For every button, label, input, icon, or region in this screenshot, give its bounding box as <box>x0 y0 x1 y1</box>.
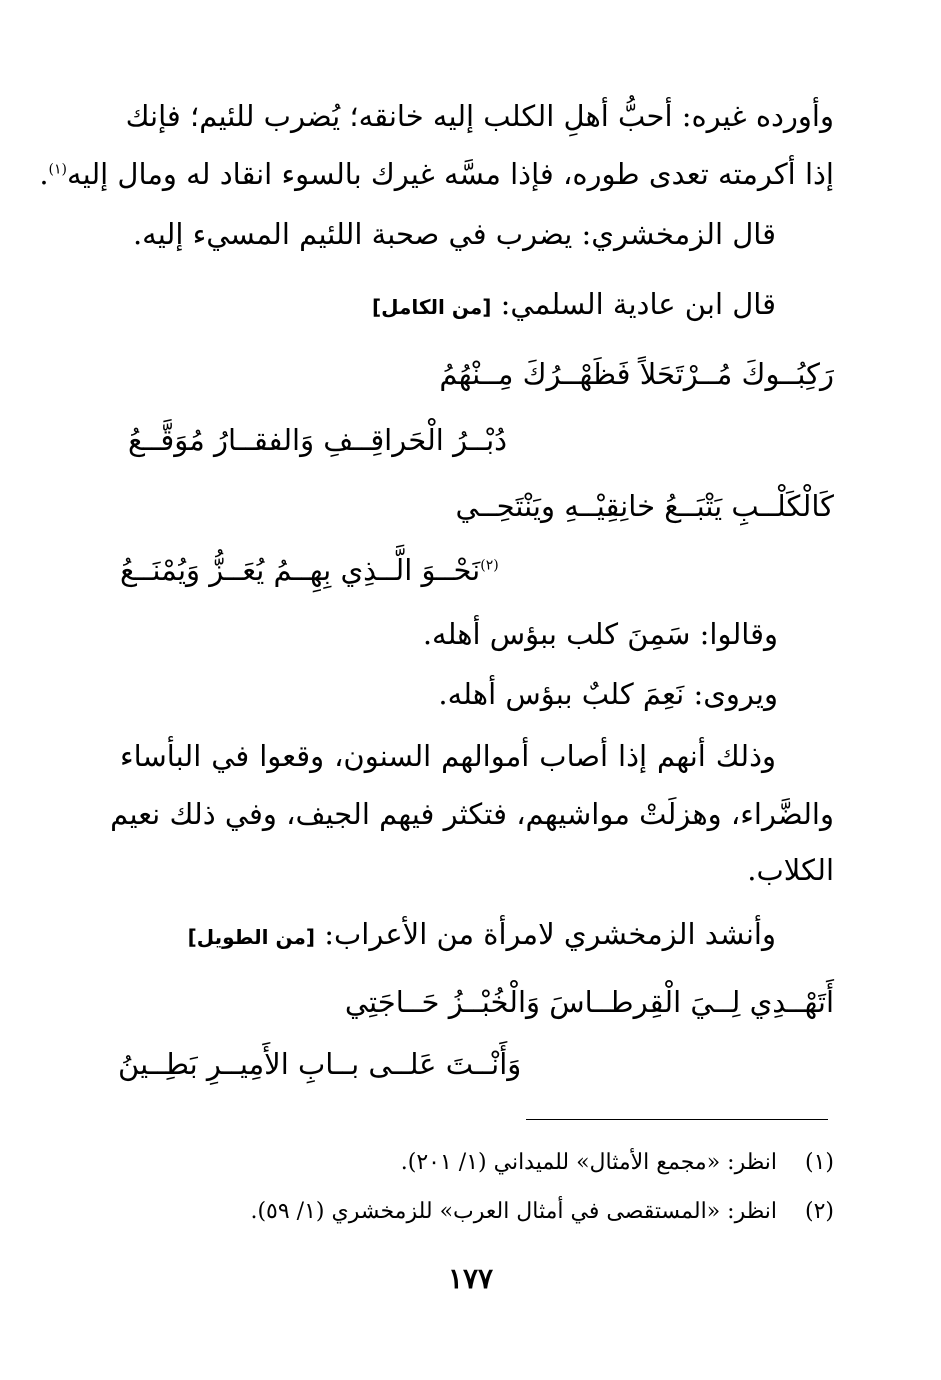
verse-text: كَالْكَلْــبِ يَتْبَــعُ خانِقِيْــهِ ويَنْتَحِــي <box>455 489 834 523</box>
meter-label: [من الكامل] <box>372 295 492 319</box>
footnote-number: (١) <box>804 1150 834 1175</box>
poem-1-verse-4 <box>120 550 680 590</box>
verse-text: رَكِبُــوكَ مُــرْتَحَلاً فَظَهْــرُكَ مِــنْهُمُ <box>439 357 834 391</box>
saying-1 <box>300 614 778 654</box>
paragraph-5 <box>150 914 776 957</box>
footnote-1 <box>300 1146 834 1180</box>
text-span: ويروى: نَعِمَ كلبٌ ببؤس أهله. <box>438 677 778 711</box>
meter-label: [من الطويل] <box>187 925 315 949</box>
verse-text: دُبْــرُ الْحَراقِــفِ وَالفقــارُ مُوَقَّــعُ <box>128 423 508 457</box>
footnote-ref-2[interactable]: (٢) <box>480 557 499 574</box>
text-span: وأنشد الزمخشري لامرأة من الأعراب: <box>324 917 776 951</box>
footnote-number: (٢) <box>804 1199 834 1224</box>
verse-text: نَحْــوَ الَّــذِي بِهِــمُ يُعَــزُّ وَيُمْنَــعُ <box>120 553 481 587</box>
paragraph-1-line-2 <box>39 154 834 194</box>
paragraph-3 <box>150 284 776 327</box>
text-span: قال الزمخشري: يضرب في صحبة اللئيم المسيء إليه. <box>132 217 776 251</box>
poem-2-verse-1 <box>200 982 834 1022</box>
text-span: . <box>39 157 49 191</box>
text-span: الكلاب. <box>747 853 834 887</box>
poem-1-verse-3 <box>300 486 834 526</box>
footnote-ref-1[interactable]: (١) <box>48 161 68 178</box>
paragraph-4-line-2 <box>110 794 834 834</box>
footnote-separator <box>526 1119 828 1120</box>
paragraph-4-line-3 <box>500 850 834 890</box>
text-span: قال ابن عادية السلمي: <box>500 287 776 321</box>
text-span: والضَّراء، وهزلَتْ مواشيهم، فتكثر فيهم الجيف، وفي ذلك نعيم <box>110 797 834 831</box>
paragraph-1-line-1 <box>125 96 834 136</box>
text-span: وقالوا: سَمِنَ كلب ببؤس أهله. <box>422 617 778 651</box>
poem-1-verse-1 <box>300 354 834 394</box>
paragraph-2 <box>132 214 776 254</box>
footnote-text: انظر: «مجمع الأمثال» للميداني (١/ ٢٠١). <box>400 1150 777 1175</box>
text-span: إذا أكرمته تعدى طوره، فإذا مسَّه غيرك بالسوء انقاد له ومال إليه <box>67 157 834 191</box>
saying-2 <box>300 674 778 714</box>
footnote-2 <box>230 1195 834 1229</box>
verse-text: أَتَهْــدِي لِــيَ الْقِرطــاسَ وَالْخُبْــزُ حَــاجَتِي <box>344 985 834 1019</box>
page-number: ١٧٧ <box>447 1262 494 1295</box>
text-span: وأورده غيره: أحبُّ أهلِ الكلب إليه خانقه؛ يُضرب للئيم؛ فإنك <box>125 99 834 133</box>
footnote-text: انظر: «المستقصى في أمثال العرب» للزمخشري (١/ ٥٩). <box>250 1199 777 1224</box>
poem-1-verse-2 <box>128 420 688 460</box>
text-span: وذلك أنهم إذا أصاب أموالهم السنون، وقعوا في البأساء <box>120 739 776 773</box>
verse-text: وَأَنْــتَ عَلــى بــابِ الأَمِيــرِ بَطِــينُ <box>118 1047 522 1081</box>
poem-2-verse-2 <box>118 1044 698 1084</box>
paragraph-4-line-1 <box>120 736 776 776</box>
